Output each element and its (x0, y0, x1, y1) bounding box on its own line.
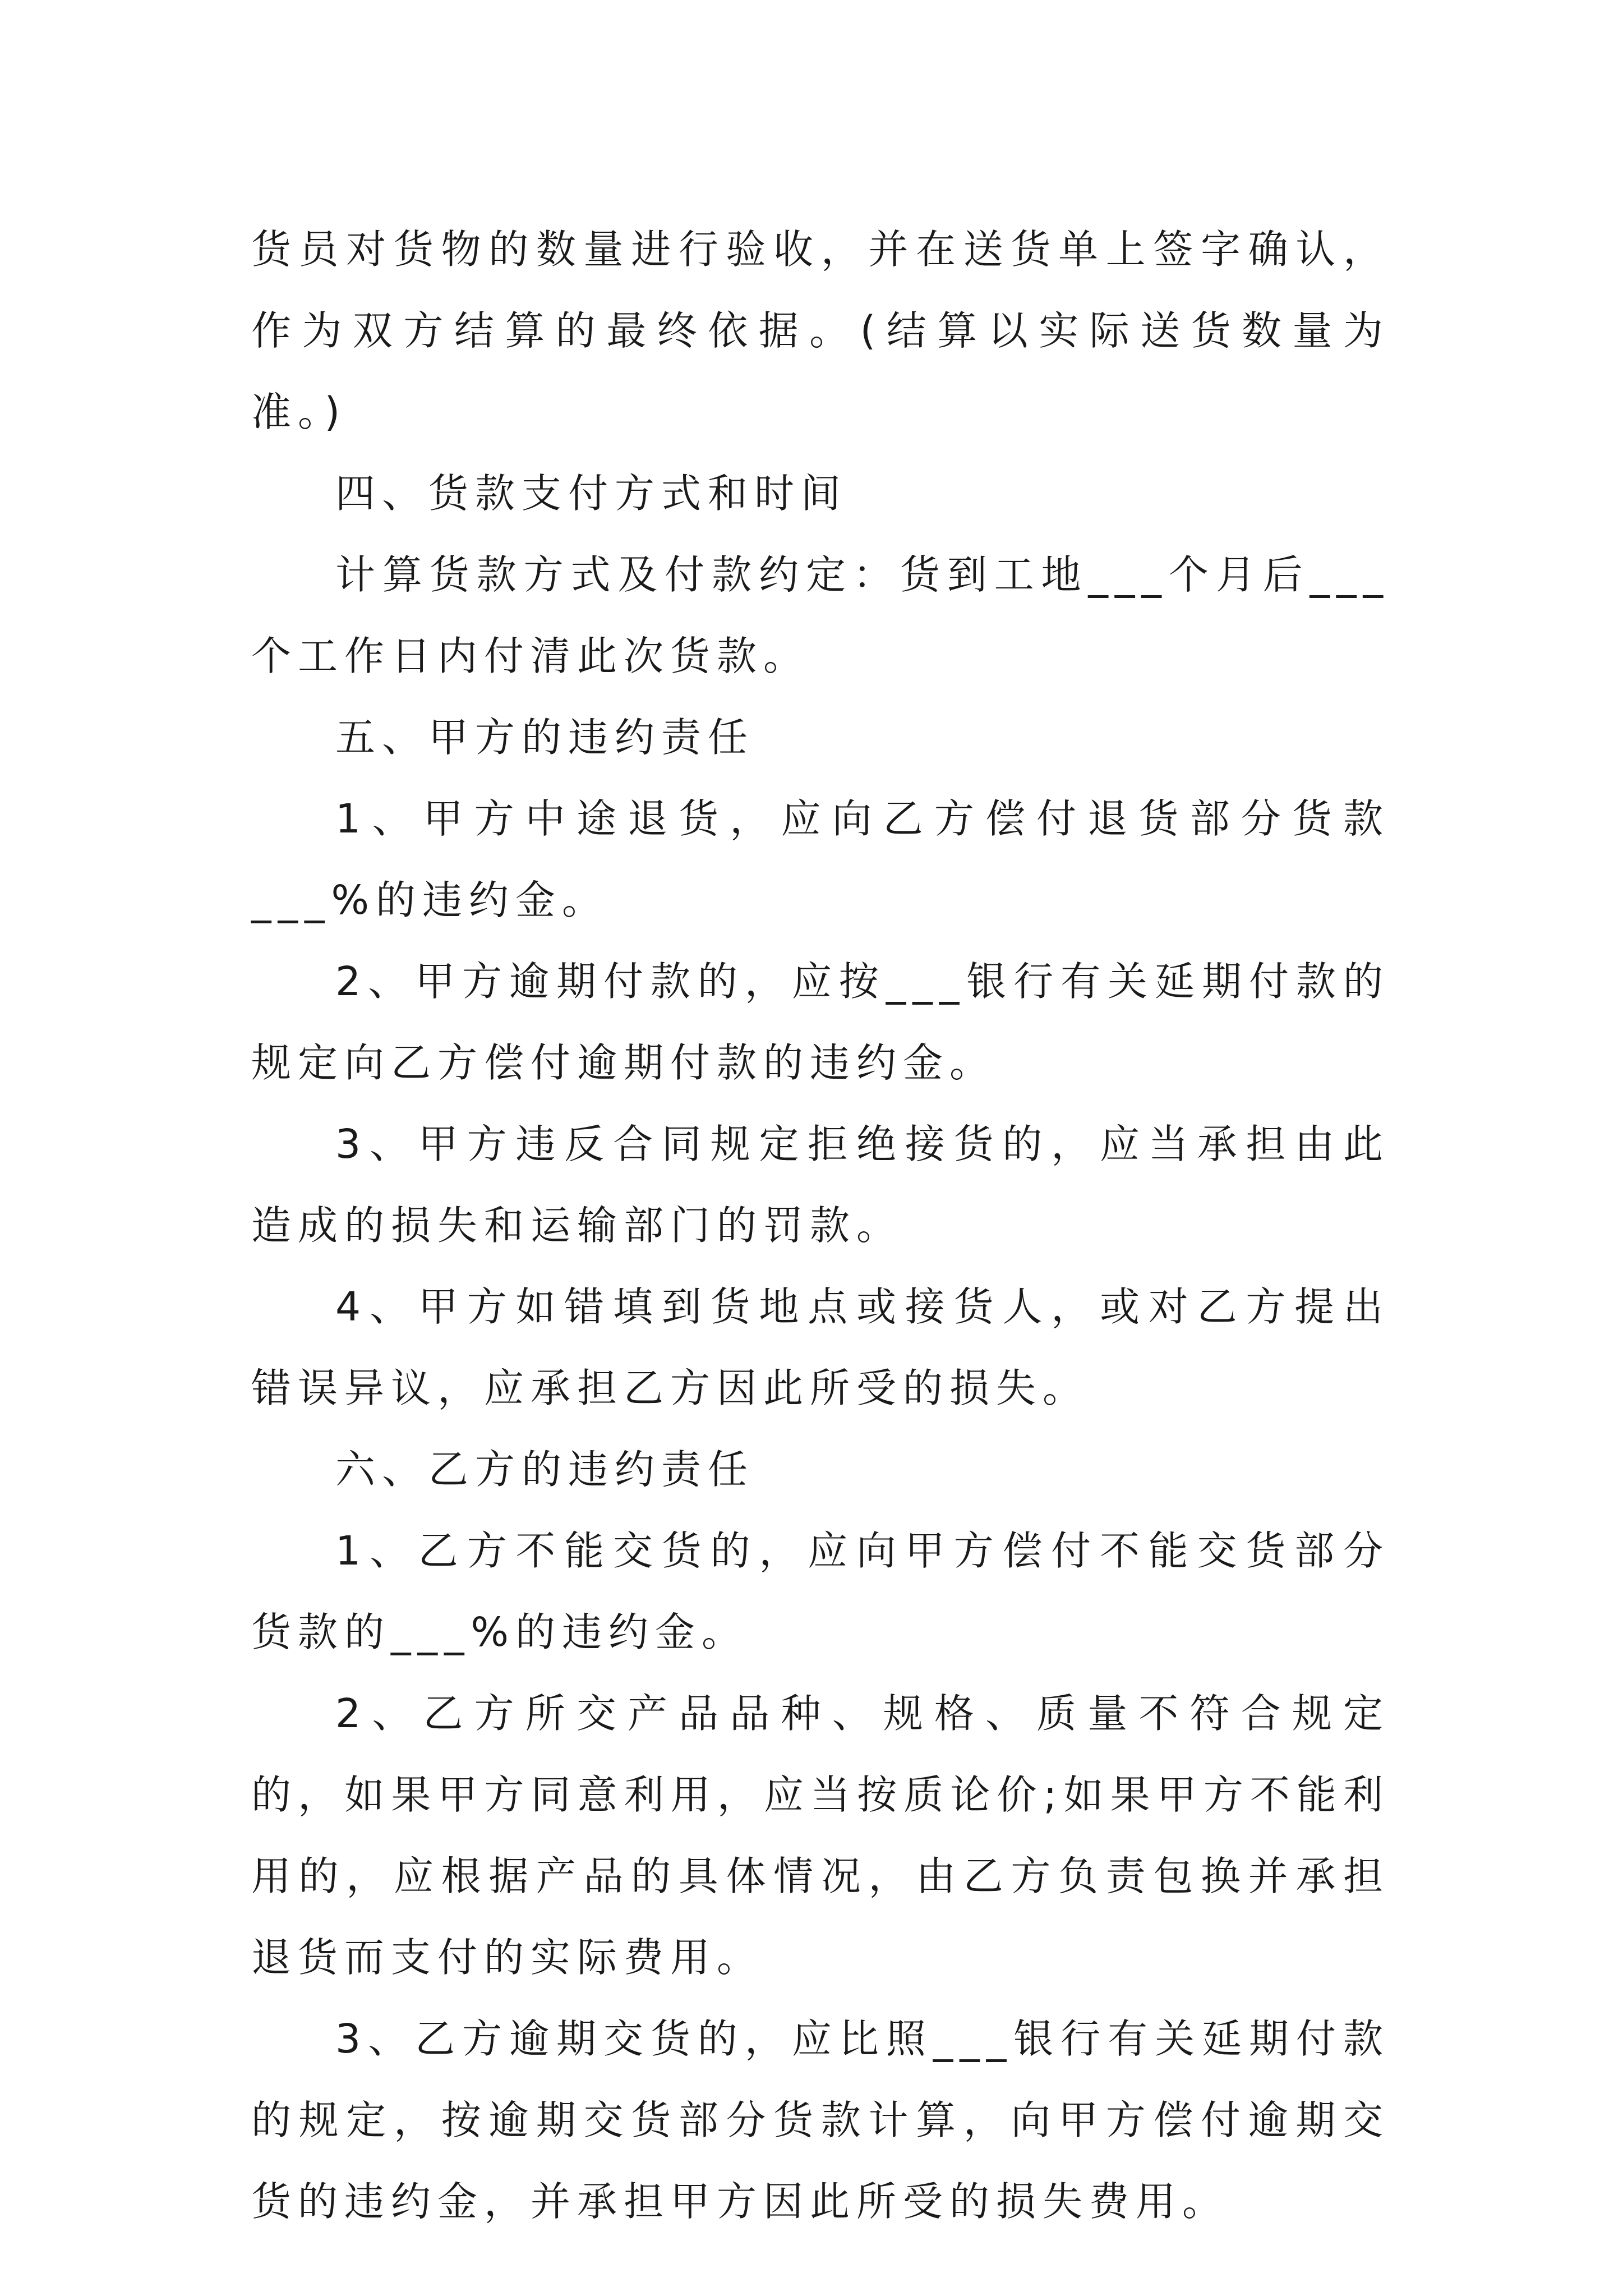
clause-b-3: 3、乙方逾期交货的，应比照___银行有关延期付款的规定，按逾期交货部分货款计算，向甲方偿付逾期交货的违约金，并承担甲方因此所受的损失费用。 (251, 2016, 1390, 2225)
clause-b-1: 1、乙方不能交货的，应向甲方偿付不能交货部分货款的___%的违约金。 (251, 1527, 1390, 1655)
paragraph-continuation: 货员对货物的数量进行验收，并在送货单上签字确认，作为双方结算的最终依据。(结算以实际送货数量为准。) (251, 226, 1390, 435)
clause-a-1: 1、甲方中途退货，应向乙方偿付退货部分货款___%的违约金。 (251, 795, 1390, 923)
section-heading-party-b-liability: 六、乙方的违约责任 (335, 1446, 755, 1493)
paragraph-payment-terms: 计算货款方式及付款约定：货到工地___个月后___个工作日内付清此次货款。 (251, 551, 1390, 679)
clause-a-4: 4、甲方如错填到货地点或接货人，或对乙方提出错误异议，应承担乙方因此所受的损失。 (251, 1283, 1390, 1411)
section-heading-party-a-liability: 五、甲方的违约责任 (335, 714, 755, 761)
clause-a-2: 2、甲方逾期付款的，应按___银行有关延期付款的规定向乙方偿付逾期付款的违约金。 (251, 958, 1390, 1086)
clause-b-2: 2、乙方所交产品品种、规格、质量不符合规定的，如果甲方同意利用，应当按质论价;如果甲方不能利用的，应根据产品的具体情况，由乙方负责包换并承担退货而支付的实际费用。 (251, 1690, 1390, 1981)
clause-a-3: 3、甲方违反合同规定拒绝接货的，应当承担由此造成的损失和运输部门的罚款。 (251, 1121, 1390, 1249)
document-body (251, 209, 1390, 2242)
section-heading-payment: 四、货款支付方式和时间 (335, 470, 848, 517)
